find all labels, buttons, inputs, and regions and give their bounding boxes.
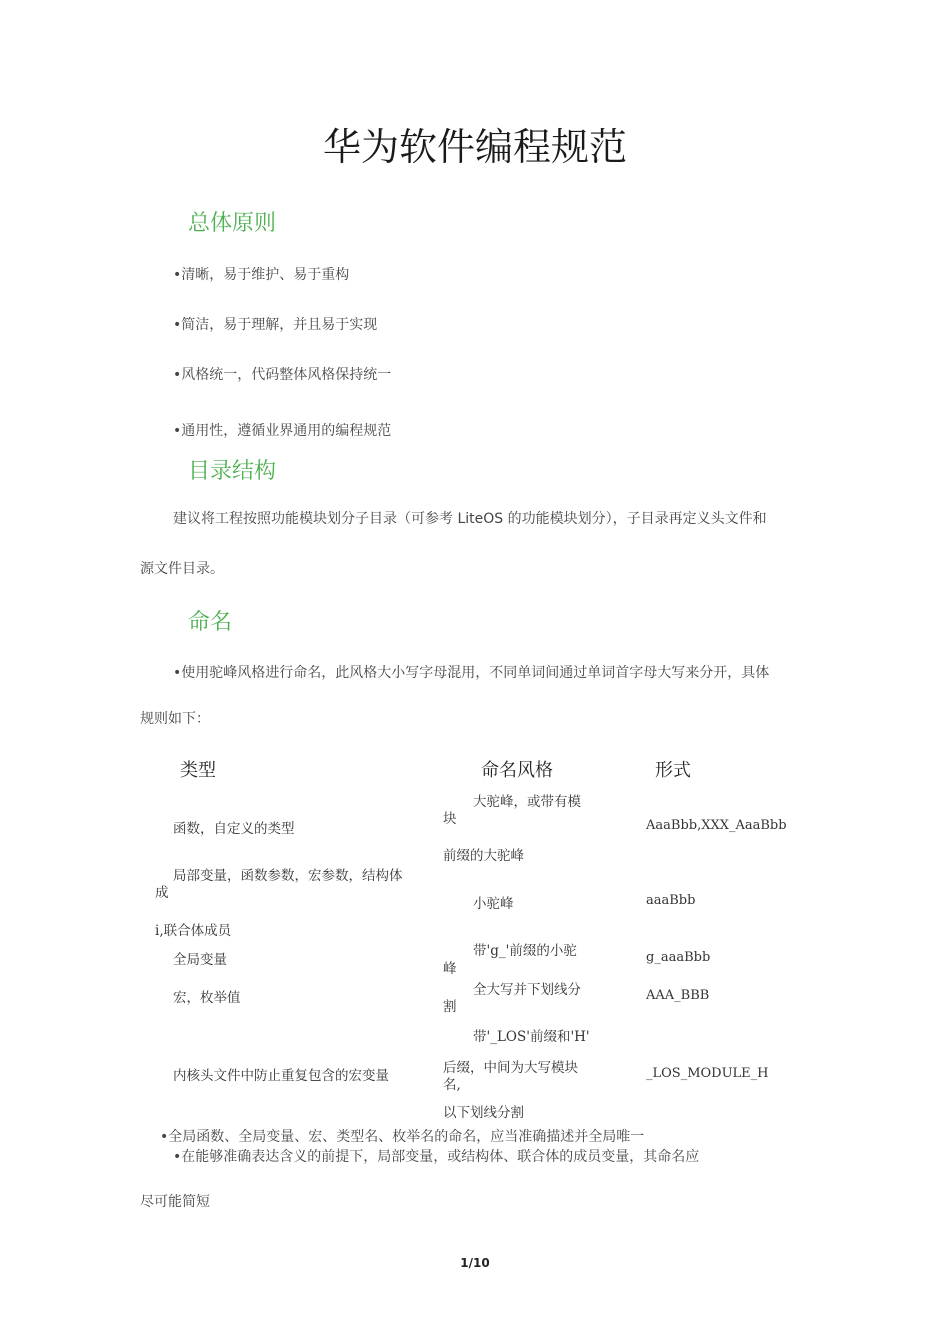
table-cell-style: 全大写并下划线分 [473,982,581,998]
table-cell-style: 后缀，中间为大写模块 [443,1060,578,1076]
section-heading-directory: 目录结构 [188,459,277,484]
document-title: 华为软件编程规范 [322,125,627,169]
section-heading-principles: 总体原则 [188,211,277,236]
table-cell-style: 带'g_'前缀的小驼 [473,943,577,959]
table-cell-type: 宏，枚举值 [173,990,241,1006]
naming-intro-line1: •使用驼峰风格进行命名，此风格大小写字母混用，不同单词间通过单词首字母大写来分开，具体 [173,665,770,681]
naming-rule-concise-line1: •在能够准确表达含义的前提下，局部变量，或结构体、联合体的成员变量，其命名应 [173,1149,700,1165]
table-cell-style: 峰 [443,961,457,977]
directory-paragraph-line2: 源文件目录。 [140,561,224,577]
table-cell-style: 以下划线分割 [443,1105,524,1121]
table-cell-style: 名, [443,1077,461,1093]
table-cell-style: 小驼峰 [473,896,514,912]
directory-paragraph-line1: 建议将工程按照功能模块划分子目录（可参考 LiteOS 的功能模块划分），子目录再定义头文件和 [173,511,767,527]
table-cell-type: 局部变量，函数参数，宏参数，结构体 [173,868,403,884]
naming-rule-concise-line2: 尽可能简短 [140,1194,210,1210]
principle-item: •清晰，易于维护、易于重构 [173,267,350,283]
principle-item: •简洁，易于理解，并且易于实现 [173,317,378,333]
table-cell-type: 函数，自定义的类型 [173,821,295,837]
table-cell-form: AaaBbb,XXX_AaaBbb [646,818,787,833]
table-header-form: 形式 [655,760,691,781]
naming-rule-unique: •全局函数、全局变量、宏、类型名、枚举名的命名，应当准确描述并全局唯一 [160,1129,645,1145]
table-cell-form: aaaBbb [646,893,696,908]
table-cell-form: AAA_BBB [646,988,710,1003]
naming-intro-line2: 规则如下： [140,711,210,727]
table-header-style: 命名风格 [481,760,553,781]
table-cell-style: 带'_LOS'前缀和'H' [473,1029,590,1045]
table-cell-style: 大驼峰，或带有模 [473,794,581,810]
table-cell-style: 割 [443,999,457,1015]
table-cell-style: 前缀的大驼峰 [443,848,524,864]
table-cell-form: g_aaaBbb [646,950,711,965]
principle-item: •通用性，遵循业界通用的编程规范 [173,423,392,439]
table-cell-type: i,联合体成员 [155,923,232,939]
table-cell-type: 全局变量 [173,952,227,968]
principle-item: •风格统一，代码整体风格保持统一 [173,367,392,383]
section-heading-naming: 命名 [188,610,233,635]
table-cell-type: 成 [155,885,169,901]
table-cell-form: _LOS_MODULE_H [646,1066,769,1081]
page-number: 1/10 [460,1256,490,1270]
table-cell-type: 内核头文件中防止重复包含的宏变量 [173,1068,389,1084]
table-cell-style: 块 [443,811,457,827]
table-header-type: 类型 [180,760,216,781]
